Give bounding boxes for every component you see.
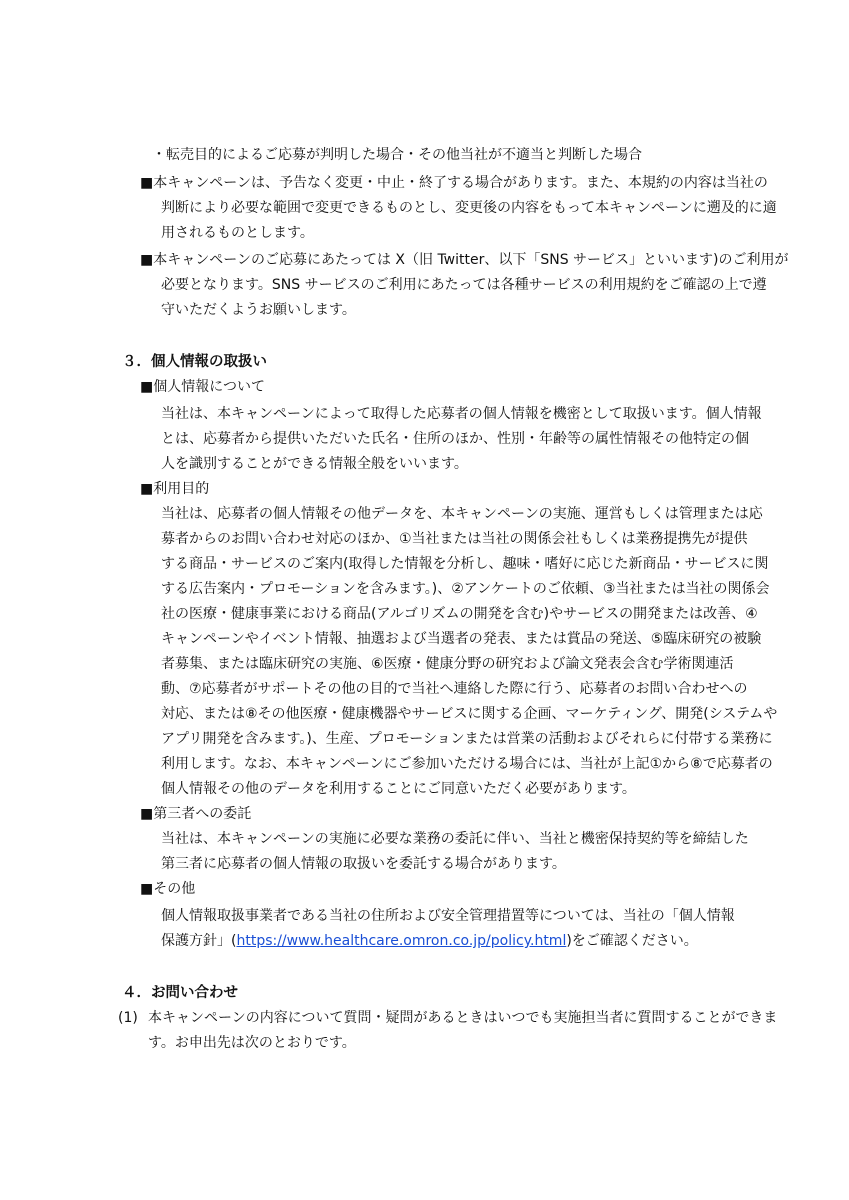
outsourcing-line-1: 当社は、本キャンペーンの実施に必要な業務の委託に伴い、当社と機密保持契約等を締結した (161, 831, 749, 847)
privacy-policy-link[interactable]: https://www.healthcare.omron.co.jp/policy.html (236, 933, 567, 949)
other-line-2 (161, 931, 698, 951)
purpose-line-8: 動、⑦応募者がサポートその他の目的で当社へ連絡した際に行う、応募者のお問い合わせへの (161, 681, 748, 697)
campaign-change-line-3: 用されるものとします。 (161, 225, 314, 241)
inquiry-line-2: す。お申出先は次のとおりです。 (148, 1035, 356, 1051)
personal-info-line-2: とは、応募者から提供いただいた氏名・住所のほか、性別・年齢等の属性情報その他特定の個 (161, 431, 749, 447)
inquiry-item-number: (1) (118, 1010, 138, 1026)
outsourcing-subheading: ■第三者への委託 (140, 806, 252, 822)
sns-service-line-1: ■本キャンペーンのご応募にあたっては X（旧 Twitter、以下「SNS サービス」といいます)のご利用が (140, 252, 789, 268)
purpose-line-5: 社の医療・健康事業における商品(アルゴリズムの開発を含む)やサービスの開発または改善、④ (161, 606, 758, 622)
purpose-line-2: 募者からのお問い合わせ対応のほか、①当社または当社の関係会社もしくは業務提携先が提供 (161, 531, 748, 547)
personal-info-line-3: 人を識別することができる情報全般をいいます。 (161, 456, 468, 472)
section-4-heading: ４．お問い合わせ (122, 985, 238, 1001)
purpose-line-11: 利用します。なお、本キャンペーンにご参加いただける場合には、当社が上記①から⑧で応募者の (161, 756, 773, 772)
purpose-line-6: キャンペーンやイベント情報、抽選および当選者の発表、または賞品の発送、⑤臨床研究の被験 (161, 631, 762, 647)
purpose-line-3: する商品・サービスのご案内(取得した情報を分析し、趣味・嗜好に応じた新商品・サービスに関 (161, 556, 769, 572)
campaign-change-line-2: 判断により必要な範囲で変更できるものとし、変更後の内容をもって本キャンペーンに遡及的に適 (161, 200, 777, 216)
purpose-line-4: する広告案内・プロモーションを含みます。)、②アンケートのご依頼、③当社または当社の関係会 (161, 581, 770, 597)
purpose-line-9: 対応、または⑧その他医療・健康機器やサービスに関する企画、マーケティング、開発(システムや (161, 706, 778, 722)
purpose-subheading: ■利用目的 (140, 481, 210, 497)
campaign-change-line-1: ■本キャンペーンは、予告なく変更・中止・終了する場合があります。また、本規約の内容は当社の (140, 175, 768, 191)
policy-suffix: )をご確認ください。 (566, 933, 698, 949)
inquiry-line-1: 本キャンペーンの内容について質問・疑問があるときはいつでも実施担当者に質問することができま (148, 1010, 778, 1026)
exclusion-condition-line: ・転売目的によるご応募が判明した場合・その他当社が不適当と判断した場合 (152, 147, 642, 163)
purpose-line-10: アプリ開発を含みます。)、生産、プロモーションまたは営業の活動およびそれらに付帯する業務に (161, 731, 773, 747)
purpose-line-1: 当社は、応募者の個人情報その他データを、本キャンペーンの実施、運営もしくは管理または応 (161, 506, 763, 522)
other-line-1: 個人情報取扱事業者である当社の住所および安全管理措置等については、当社の「個人情報 (161, 908, 735, 924)
purpose-line-7: 者募集、または臨床研究の実施、⑥医療・健康分野の研究および論文発表会含む学術関連活 (161, 656, 734, 672)
personal-info-subheading: ■個人情報について (140, 379, 265, 395)
personal-info-line-1: 当社は、本キャンペーンによって取得した応募者の個人情報を機密として取扱います。個人情報 (161, 406, 762, 422)
section-3-heading: ３．個人情報の取扱い (122, 354, 267, 370)
policy-prefix: 保護方針」( (161, 933, 237, 949)
sns-service-line-2: 必要となります。SNS サービスのご利用にあたっては各種サービスの利用規約をご確認の上で遵 (161, 277, 767, 293)
outsourcing-line-2: 第三者に応募者の個人情報の取扱いを委託する場合があります。 (161, 856, 566, 872)
sns-service-line-3: 守いただくようお願いします。 (161, 302, 356, 318)
other-subheading: ■その他 (140, 881, 196, 897)
purpose-line-12: 個人情報その他のデータを利用することにご同意いただく必要があります。 (161, 781, 636, 797)
